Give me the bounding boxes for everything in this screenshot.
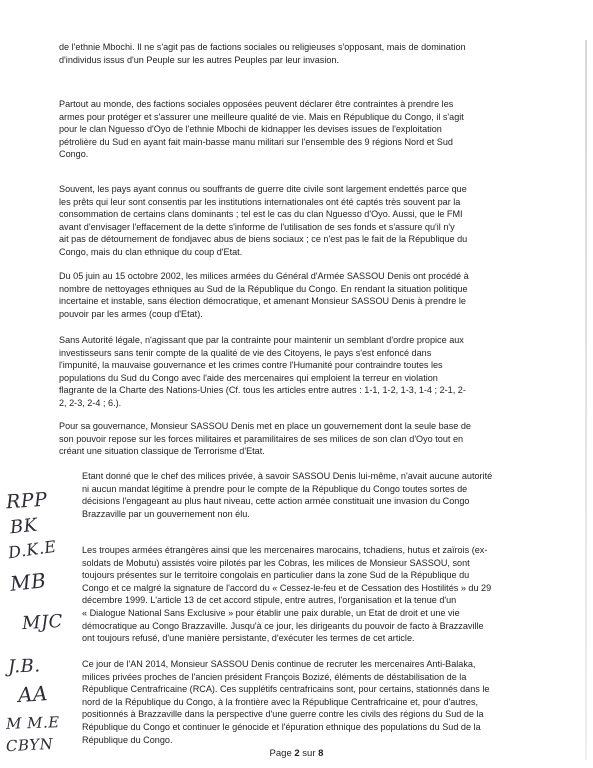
text-line: Partout au monde, des factions sociales opposées peuvent déclarer être contraintes à prendre les: [59, 99, 454, 109]
text-line: Congo, mais du clan ethnique du coup d'Etat.: [59, 246, 243, 257]
paragraph-6: [59, 420, 546, 458]
text-line: décisions l'engageant au plus haut niveau, cette action armée constituait une invasion du Congo: [82, 496, 470, 507]
text-line: Du 05 juin au 15 octobre 2002, les milices armées du Général d'Armée SASSOU Denis ont procédé à: [59, 271, 469, 281]
paragraph-8: [82, 544, 546, 645]
page-label: Page: [269, 748, 295, 759]
current-page: 2: [294, 748, 300, 759]
text-line: armes pour protéger et s'assurer une meilleure qualité de vie. Mais en République du Congo, il s'agit: [59, 111, 464, 122]
paragraph-1: [59, 41, 546, 66]
handwritten-initials-rpp: RPP: [5, 488, 49, 514]
text-line: consommation de certains clans dominants ; tel est le cas du clan Nguesso d'Oyo. Aussi, que le FMI: [59, 209, 463, 220]
paragraph-3: [59, 183, 546, 259]
text-line: Etant donné que le chef des milices privée, à savoir SASSOU Denis lui-même, n'avait aucune autorité: [82, 471, 493, 481]
handwritten-initials-aa: AA: [17, 680, 49, 708]
text-line: de l'ethnie Mbochi. Il ne s'agit pas de factions sociales ou religieuses s'opposant, mais de domination: [59, 42, 466, 52]
text-line: Congo et ce malgré la signature de l'accord du « Cessez-le-feu et de Cessation des Hostilités » du 29: [82, 582, 492, 593]
text-line: populations du Sud du Congo avec l'aide des mercenaires qui emploient la terreur en violation: [59, 372, 438, 383]
text-line: créant une situation classique de Terrorisme d'Etat.: [59, 446, 265, 457]
text-line: République du Congo.: [82, 734, 173, 745]
text-line: investisseurs sans tenir compte de la qualité de vie des Citoyens, le pays s'est enfoncé dans: [59, 347, 432, 358]
text-line: toujours présentes sur le territoire congolais en particulier dans la zone Sud de la République du: [82, 570, 470, 581]
text-line: pouvoir par les armes (coup d'Etat).: [59, 308, 203, 319]
text-line: d'individus issus d'un Peuple sur les autres Peuples par leur invasion.: [59, 54, 339, 65]
text-line: son pouvoir repose sur les forces militaires et paramilitaires de ses milices de son clan d'Oyo tout en: [59, 433, 464, 444]
paragraph-5: [59, 334, 546, 410]
text-line: nord de la République du Congo, à la frontière avec la République Centrafricaine et, pour d'autres,: [82, 696, 479, 707]
handwritten-initials-bk: BK: [8, 514, 39, 539]
text-line: Les troupes armées étrangères ainsi que les mercenaires marocains, tchadiens, hutus et zaïrois (ex-: [82, 545, 488, 555]
text-line: flagrante de la Charte des Nations-Unies (Cf. tous les articles entre autres : 1-1, 1-2, 1-3, 1-4 ; 2-1, 2-: [59, 385, 466, 396]
text-line: Pour sa gouvernance, Monsieur SASSOU Denis met en place un gouvernement dont la seule base de: [59, 421, 471, 431]
text-line: ni aucun mandat légitime à prendre pour le compte de la République du Congo toutes sortes de: [82, 483, 468, 494]
page-number: [0, 748, 593, 759]
text-line: décembre 1999. L'article 13 de cet accord stipule, entre autres, l'organisation et la tenue d'un: [82, 595, 457, 606]
text-line: les prêts qui leur sont consentis par les institutions internationales ont été captés très souvent par la: [59, 196, 461, 207]
handwritten-initials-mjc: MJC: [21, 610, 64, 635]
text-line: démocratique au Congo Brazzaville. Jusqu'à ce jour, les dirigeants du pouvoir de facto à Brazzaville: [82, 620, 484, 631]
handwritten-initials-mme: M M.E: [5, 713, 61, 733]
handwritten-initials-jb: J.B.: [7, 655, 41, 678]
paragraph-7: [82, 470, 546, 520]
text-line: pour le clan Nguesso d'Oyo de l'ethnie Mbochi de kidnapper les devises issues de l'exploitation: [59, 124, 442, 135]
text-line: pétrolière du Sud en ayant fait main-basse manu militari sur l'ensemble des 9 régions Nord et Sud: [59, 136, 453, 147]
text-line: Ce jour de l'AN 2014, Monsieur SASSOU Denis continue de recruter les mercenaires Anti-Balaka,: [82, 659, 476, 669]
text-line: avant d'envisager l'effacement de la dette s'informe de l'utilisation de ses fonds et s'assure qu'il n'y: [59, 221, 455, 232]
text-line: République du Congo et continuer le génocide et l'épuration ethnique des populations du Sud de la: [82, 721, 481, 732]
paragraph-2: [59, 98, 546, 161]
paragraph-4: [59, 270, 546, 320]
text-line: incertaine et instable, sans élection démocratique, et amenant Monsieur SASSOU Denis à prendre le: [59, 296, 466, 307]
paragraph-9: [82, 658, 546, 746]
text-line: nombre de nettoyages ethniques au Sud de la République du Congo. En rendant la situation politique: [59, 283, 468, 294]
scan-edge-shadow: [585, 40, 587, 760]
text-line: Sans Autorité légale, n'agissant que par la contrainte pour maintenir un semblant d'ordre propice aux: [59, 335, 464, 345]
total-pages: 8: [318, 748, 324, 759]
handwritten-initials-mb: MB: [8, 568, 48, 596]
text-line: République Centrafricaine (RCA). Ces supplétifs centrafricains sont, pour certains, stationnés dans le: [82, 684, 490, 695]
text-line: l'impunité, la mauvaise gouvernance et les crimes contre l'Humanité pour contraindre toutes les: [59, 360, 443, 371]
text-line: ont toujours refusé, d'une manière persistante, d'exécuter les termes de cet article.: [82, 633, 415, 644]
text-line: soldats de Mobutu) assistés voire pilotés par les Cobras, les milices de Monsieur SASSOU, sont: [82, 557, 470, 568]
text-line: milices privées proches de l'ancien président François Bozizé, éléments de déstabilisation de la: [82, 671, 467, 682]
text-line: positionnés à Brazzaville dans la perspective d'une guerre contre les civils des régions du Sud de la: [82, 709, 484, 720]
text-line: Souvent, les pays ayant connus ou souffrants de guerre dite civile sont largement endettés parce que: [59, 184, 467, 194]
text-line: ait pas de détournement de fondjavec abus de biens sociaux ; ce n'est pas le fait de la République du: [59, 234, 468, 245]
text-line: Brazzaville par un gouvernement non élu.: [82, 508, 250, 519]
text-line: 2, 2-3, 2-4 ; 6.).: [59, 397, 122, 408]
handwritten-initials-cbyn: CBYN: [5, 734, 54, 756]
text-line: « Dialogue National Sans Exclusive » pour établir une paix durable, un Etat de droit et une vie: [82, 607, 460, 618]
page-separator: sur: [299, 748, 319, 759]
handwritten-initials-dke: D.K.E: [6, 536, 58, 563]
text-line: Congo.: [59, 149, 89, 160]
